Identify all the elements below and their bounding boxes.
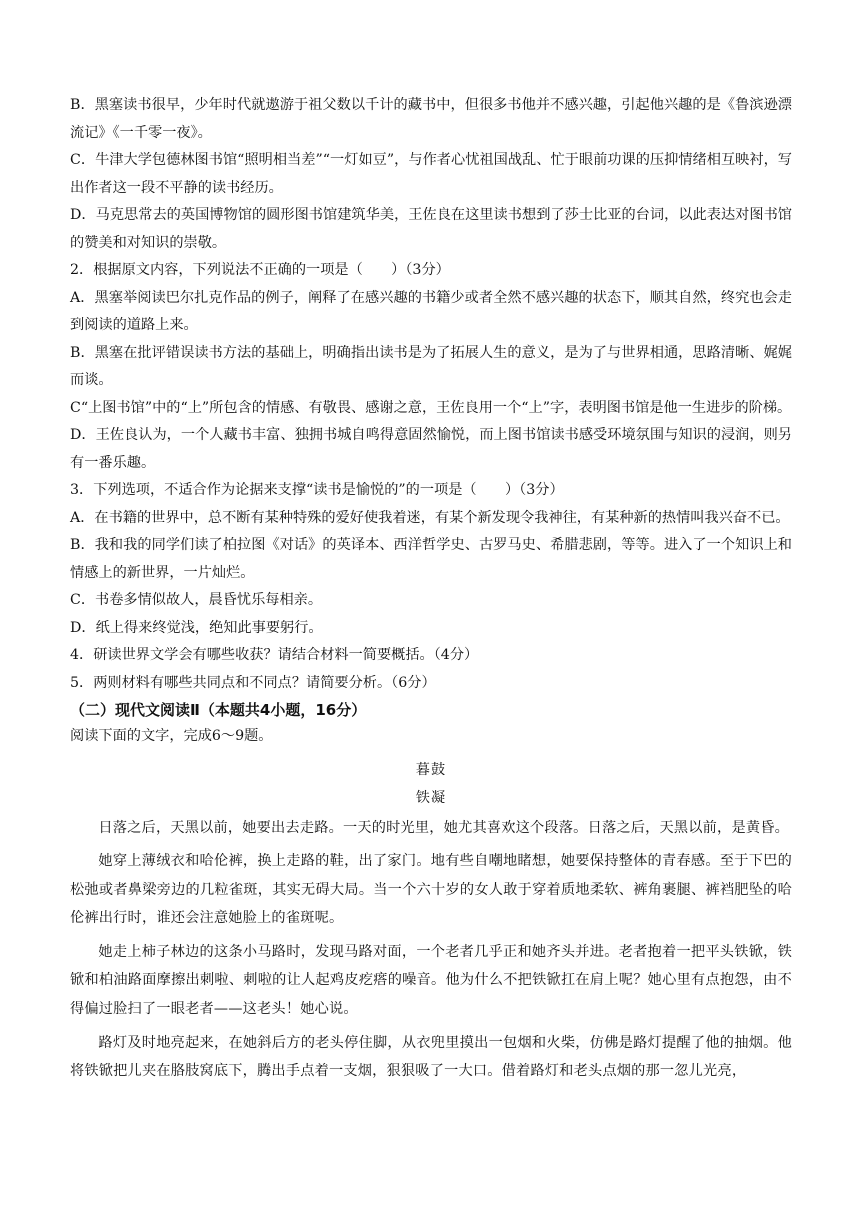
q3-option-b: B．我和我的同学们读了柏拉图《对话》的英译本、西洋哲学史、古罗马史、希腊悲剧，等等。进入了一个知识上和情感上的新世界，一片灿烂。 (70, 537, 792, 581)
story-author: 铁凝 (415, 789, 447, 806)
section-instruction: 阅读下面的文字，完成6～9题。 (70, 728, 273, 744)
story-paragraph: 她穿上薄绒衣和哈伦裤，换上走路的鞋，出了家门。地有些自嘲地睹想，她要保持整体的青春感。至于下巴的松弛或者鼻梁旁边的几粒雀斑，其实无碍大局。当一个六十岁的女人敢于穿着质地柔软、裤角裹腿、裤裆肥坠的哈伦裤出行时，谁还会注意她脸上的雀斑呢。 (70, 852, 792, 927)
q1-option-d: D．马克思常去的英国博物馆的圆形图书馆建筑华美，王佐良在这里读书想到了莎士比亚的台词，以此表达对图书馆的赞美和对知识的崇敬。 (70, 207, 792, 251)
q2-stem: 2．根据原文内容，下列说法不正确的一项是（ ）（3分） (70, 262, 450, 278)
story-paragraph: 路灯及时地亮起来，在她斜后方的老头停住脚，从衣兜里摸出一包烟和火柴，仿佛是路灯提醒了他的抽烟。他将铁锨把儿夹在胳肢窝底下，腾出手点着一支烟，狠狠吸了一大口。借着路灯和老头点烟的那一忽儿光亮， (70, 1034, 792, 1080)
q5-stem: 5．两则材料有哪些共同点和不同点？请简要分析。（6分） (70, 674, 436, 691)
story-paragraph: 日落之后，天黑以前，她要出去走路。一天的时光里，她尤其喜欢这个段落。日落之后，天黑以前，是黄昏。 (98, 819, 789, 836)
story-body (70, 814, 792, 1087)
section-heading: （二）现代文阅读Ⅱ（本题共4小题，16分） (70, 701, 367, 719)
q3-stem: 3．下列选项，不适合作为论据来支撑“读书是愉悦的”的一项是（ ）（3分） (70, 482, 564, 498)
story-paragraph: 她走上柿子林边的这条小马路时，发现马路对面，一个老者几乎正和她齐头并进。老者抱着一把平头铁锨，铁锨和柏油路面摩擦出刺啦、刺啦的让人起鸡皮疙瘩的噪音。他为什么不把铁锨扛在肩上呢？她心里有点抱怨，由不得偏过脸扫了一眼老者——这老头！她心说。 (70, 943, 792, 1018)
exam-page (70, 92, 792, 1091)
q2-option-d: D．王佐良认为，一个人藏书丰富、独拥书城自鸣得意固然愉悦，而上图书馆读书感受环境氛围与知识的浸润，则另有一番乐趣。 (70, 427, 792, 471)
q2-option-b: B．黑塞在批评错误读书方法的基础上，明确指出读书是为了拓展人生的意义，是为了与世界相通，思路清晰、娓娓而谈。 (70, 344, 792, 388)
q3-option-c: C．书卷多情似故人，晨昏忧乐每相亲。 (70, 592, 323, 608)
q3-option-a: A．在书籍的世界中，总不断有某种特殊的爱好使我着迷，有某个新发现令我神往，有某种新的热情叫我兴奋不已。 (70, 509, 790, 526)
q3-option-d: D．纸上得来终觉浅，绝知此事要躬行。 (70, 619, 323, 636)
q2-option-a: A．黑塞举阅读巴尔扎克作品的例子，阐释了在感兴趣的书籍少或者全然不感兴趣的状态下，顺其自然，终究也会走到阅读的道路上来。 (70, 289, 792, 333)
story-title: 暮鼓 (415, 761, 447, 778)
q1-option-b: B．黑塞读书很早，少年时代就遨游于祖父数以千计的藏书中，但很多书他并不感兴趣，引起他兴趣的是《鲁滨逊漂流记》《一千零一夜》。 (70, 97, 792, 141)
q1-option-c: C．牛津大学包德林图书馆“照明相当差”“一灯如豆”，与作者心忧祖国战乱、忙于眼前功课的压抑情绪相互映衬，写出作者这一段不平静的读书经历。 (70, 152, 792, 196)
q4-stem: 4．研读世界文学会有哪些收获？请结合材料一简要概括。（4分） (70, 647, 479, 663)
q2-option-c: C“上图书馆”中的“上”所包含的情感、有敬畏、感谢之意，王佐良用一个“上”字，表明图书馆是他一生进步的阶梯。 (70, 399, 792, 416)
